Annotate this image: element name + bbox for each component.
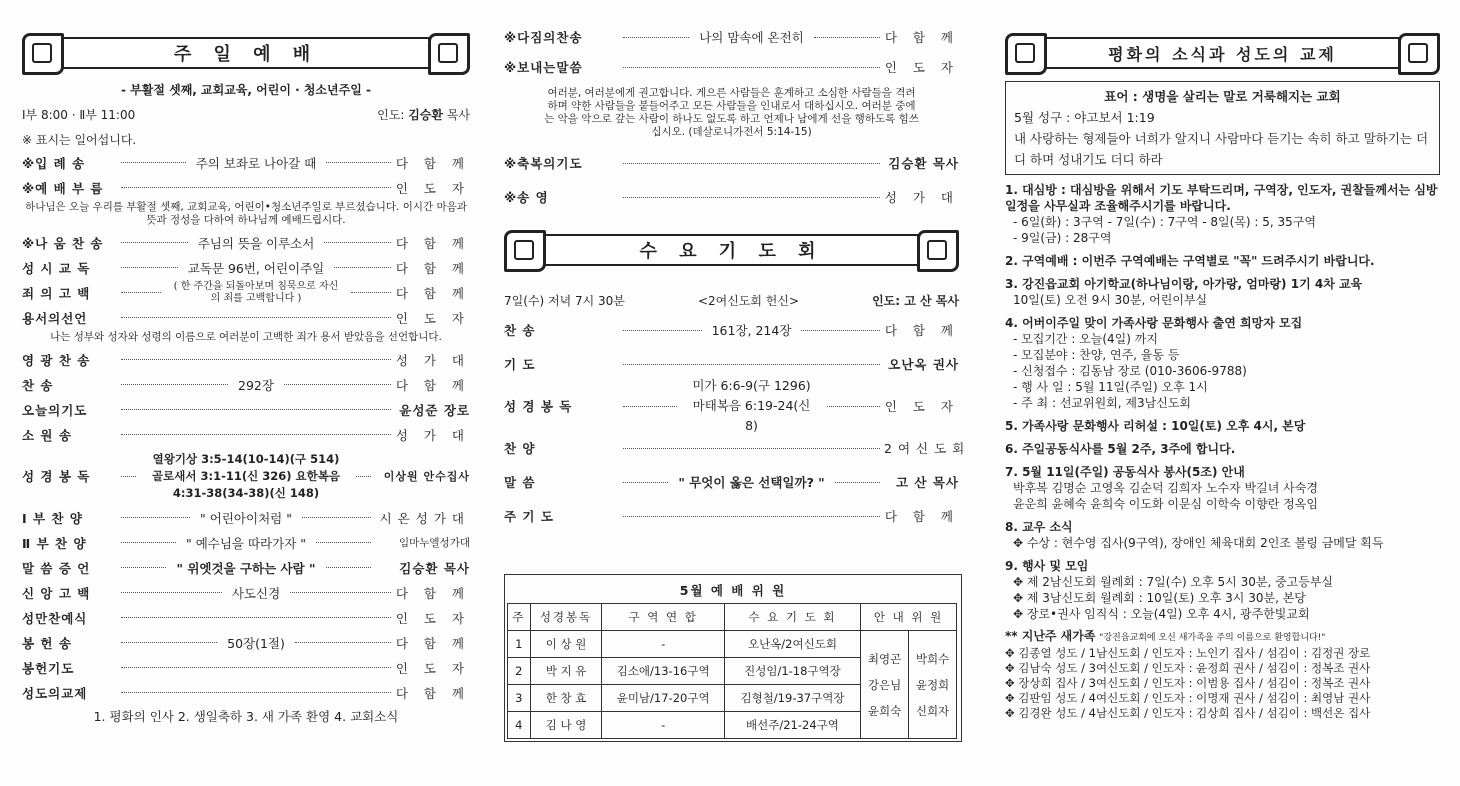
news-item [1005,418,1440,434]
news-item-line: ✥ 수상 : 현수영 집사(9구역), 장애인 체육대회 2인조 볼링 금메달 획득 [1013,536,1384,550]
duty-cell: 2 [508,658,531,685]
ushers-group-b [909,631,957,739]
leader-dots [290,592,391,593]
order-item [504,499,959,533]
leader-dots [121,384,228,385]
leader-dots [284,384,391,385]
usher-name: 윤정희 [915,677,950,692]
order-item-leader: 인 도 자 [884,399,959,414]
order-item-leader: 다 함 께 [884,30,959,45]
leader-dots [623,330,702,331]
order-item-label: ※송 영 [504,190,549,205]
order-item [22,280,470,305]
sunday-worship-title: 주 일 예 배 [62,37,430,69]
duty-roster [504,574,962,742]
newcomer-entry: ✥ 김경완 성도 / 4남신도회 / 인도자 : 김상희 집사 / 섬김이 : 백선온 집사 [1005,706,1371,720]
leader-dots [121,617,391,618]
order-item-leader: 성 가 대 [884,190,959,205]
wednesday-order [504,313,971,533]
news-item [1005,519,1440,551]
order-item [22,630,470,655]
call-note: 하나님은 오늘 우리를 부활절 셋째, 교회교육, 어린이•청소년주일로 부르셨습니다. 이시간 마음과 뜻과 정성을 다하여 하나님께 예배드립시다. [25,201,467,226]
order-item [22,422,470,447]
usher-name: 윤희숙 [867,703,902,718]
news-item-title: 8. 교우 소식 [1005,520,1073,534]
order-item-leader: 다 함 께 [395,155,471,171]
order-item-content: 미가 6:6-9(구 1296) 마태복음 6:19-24(신 8) [692,378,811,433]
newcomer-entry: ✥ 김판임 성도 / 4여신도회 / 인도자 : 이명재 권사 / 섬김이 : 최영남 권사 [1005,691,1371,705]
leader-dots [121,434,391,435]
motto-box [1005,81,1440,175]
news-list [1005,182,1440,622]
order-item-label: 찬 송 [504,323,536,338]
news-item-line: - 모집기간 : 오늘(4일) 까지 [1013,332,1158,346]
leader-dots [121,162,186,163]
order-item [504,52,959,82]
order-item-leader: 다 함 께 [884,509,959,524]
order-item-content: 주님의 뜻을 이루소서 [197,235,315,251]
leader-dots [801,330,880,331]
order-item [22,230,470,255]
usher-name: 박희수 [915,651,950,666]
order-item [504,146,959,180]
news-item [1005,182,1440,246]
leader-dots [835,482,880,483]
news-item-title: 7. 5월 11일(주일) 공동식사 봉사(5조) 안내 [1005,465,1245,479]
order-item [22,347,470,372]
news-item [1005,276,1440,308]
duty-header: 수 요 기 도 회 [724,604,860,631]
usher-name: 신희자 [915,703,950,718]
newcomers [1005,628,1440,721]
leader-dots [121,592,222,593]
order-item-leader: 다 함 께 [395,585,470,601]
order-item-label: 찬 양 [504,441,536,456]
news-item-title: 4. 어버이주일 맞이 가족사랑 문화행사 출연 희망자 모집 [1005,316,1303,330]
order-item-content: " 위엣것을 구하는 사람 " [176,560,316,576]
leader-dots [326,162,391,163]
duty-cell: 박 지 유 [530,658,602,685]
sunday-worship-column [22,0,470,725]
news-item-line: - 9일(금) : 28구역 [1013,231,1112,245]
leader-dots [623,482,668,483]
order-item-leader: 이상원 안수집사 [383,470,470,483]
order-item-content: " 예수님을 따라가자 " [185,535,307,551]
order-item-leader: 성 가 대 [395,427,470,443]
order-item-leader: 인 도 자 [395,310,470,326]
newcomer-list [1005,646,1440,721]
order-item-leader: 윤성준 장로 [399,402,470,418]
stand-note: ※ 표시는 일어섭니다. [22,133,137,147]
order-item-content: ( 한 주간을 되돌아보며 침묵으로 자신의 죄를 고백합니다 ) [173,280,339,304]
order-item-label: ※나 움 찬 송 [22,235,104,251]
duty-roster-title: 5월 예 배 위 원 [679,583,787,598]
leader-dots [295,642,391,643]
order-item-content: 사도신경 [231,585,281,601]
order-item-label: 찬 송 [22,377,54,393]
order-item-label: 봉헌기도 [22,660,75,676]
wednesday-leader: 인도: 고 산 목사 [872,294,959,308]
duty-header: 구 역 연 합 [602,604,724,631]
newcomer-entry: ✥ 김남숙 성도 / 3여신도회 / 인도자 : 윤정희 권사 / 섬김이 : 정복조 권사 [1005,661,1371,675]
motto-ref: 5월 성구 : 야고보서 1:19 [1014,110,1155,125]
order-item-leader: 고 산 목사 [896,475,960,490]
scroll-ornament-left-icon [504,230,546,272]
order-item-content: 주의 보좌로 나아갈 때 [195,155,317,171]
wednesday-title: 수 요 기 도 회 [544,234,919,266]
leader-dots [121,667,391,668]
worship-leader: 인도: 김승환 목사 [377,108,470,122]
order-item-leader: 다 함 께 [395,235,470,251]
news-item-line: ✥ 제 2남신도회 월례회 : 7일(수) 오후 5시 30분, 중고등부실 [1013,575,1334,589]
news-item-line: - 모집분야 : 찬양, 연주, 율동 등 [1013,348,1180,362]
leader-dots [623,516,880,517]
order-item-label: Ⅱ 부 찬 양 [22,535,87,551]
duty-header: 주 [508,604,531,631]
leader-dots [121,642,217,643]
order-item-label: ※축복의기도 [504,156,583,171]
order-item-content: 열왕기상 3:5-14(10-14)(구 514) 골로새서 3:1-11(신 326) 요한복음 4:31-38(34-38)(신 148) [152,451,340,500]
order-item-leader: 다 함 께 [395,285,470,301]
wednesday-time: 7일(수) 저녁 7시 30분 [504,294,625,308]
order-item-content: 나의 맘속에 온전히 [699,30,804,45]
duty-row [508,631,957,658]
leader-dots [623,67,880,68]
order-item [22,372,470,397]
news-item-title: 2. 구역예배 : 이번주 구역예배는 구역별로 "꼭" 드려주시기 바랍니다. [1005,254,1375,268]
duty-header: 성경봉독 [530,604,602,631]
order-item-leader: 오난옥 권사 [888,357,959,372]
news-item-line: - 6일(화) : 3구역 - 7일(수) : 7구역 - 8일(목) : 5, 35구역 [1013,215,1316,229]
service-times-line [22,106,470,123]
order-item-content: 161장, 214장 [711,323,792,338]
order-item [22,150,470,175]
duty-cell: 김 나 영 [530,712,602,739]
order-item [504,431,971,465]
duty-cell: 4 [508,712,531,739]
order-item-label: 성도의교제 [22,685,88,701]
order-of-worship [22,150,470,705]
news-item-line: 윤운희 윤혜숙 윤희숙 이도화 이문심 이학숙 이향란 정옥임 [1013,497,1318,511]
leader-dots [121,317,391,318]
leader-dots [623,364,880,365]
leader-dots [356,476,371,477]
order-item-leader: 다 함 께 [395,377,470,393]
usher-name: 강은님 [867,677,902,692]
order-item-label: 기 도 [504,357,536,372]
scroll-ornament-left-icon [22,33,64,75]
leader-dots [121,242,188,243]
leader-dots [121,517,190,518]
leader-dots [623,37,689,38]
order-item-label: ※보내는말씀 [504,60,583,75]
news-item-title: 3. 강진읍교회 아기학교(하나님이랑, 아가랑, 엄마랑) 1기 4차 교육 [1005,277,1363,291]
duty-cell: 1 [508,631,531,658]
order-item-leader: 김승환 목사 [888,156,959,171]
order-item [504,313,959,347]
closing-order [504,22,959,214]
order-item-leader: 다 함 께 [395,260,471,276]
order-item [504,180,959,214]
leader-dots [623,163,880,164]
leader-dots [324,242,391,243]
absolution-note: 나는 성부와 성자와 성령의 이름으로 여러분이 고백한 죄가 용서 받았음을 선언합니다. [50,331,442,343]
news-item [1005,558,1440,622]
order-item-content: 292장 [238,377,274,393]
news-item-line: ✥ 장로•권사 임직식 : 오늘(4일) 오후 4시, 광주한빛교회 [1013,607,1310,621]
worship-subtitle: - 부활절 셋째, 교회교육, 어린이 · 청소년주일 - [121,83,371,97]
order-item [504,22,959,52]
leader-dots [623,448,880,449]
leader-dots [121,476,136,477]
leader-dots [121,359,391,360]
ushers-group-a [861,631,909,739]
order-item-label: 용서의선언 [22,310,88,326]
leader-dots [302,517,371,518]
order-item-label: 성 시 교 독 [22,260,91,276]
leader-dots [121,692,391,693]
order-item-label: 오늘의기도 [22,402,88,418]
news-banner [1005,33,1440,71]
order-item [22,305,470,330]
sending-note: 여러분, 여러분에게 권고합니다. 게으른 사람들은 훈계하고 소심한 사람들을 격려하며 약한 사람들을 붙들어주고 모든 사람들을 인내로서 대하십시오. 여러분 중에는 악을 악으로 갚는 사람이 하나도 없도록 하고 언제나 남에게 선을 행하도록 힘쓰십시오. (데살로니가전서 5:14-15) [544,87,919,138]
order-item-label: 말 씀 [504,475,536,490]
duty-cell: - [602,712,724,739]
news-item-line: - 신청접수 : 김동남 장로 (010-3606-9788) [1013,364,1247,378]
wednesday-banner [504,230,959,268]
leader-dots [326,567,371,568]
order-item-content: 교독문 96번, 어린이주일 [187,260,325,276]
order-item [22,580,470,605]
order-item-label: 성 경 봉 독 [504,399,573,414]
leader-dots [121,542,176,543]
order-item-leader: 인 도 자 [395,660,470,676]
order-item-label: Ⅰ 부 찬 양 [22,510,83,526]
order-item-label: 소 원 송 [22,427,72,443]
order-item-leader: 2여신도회 [884,441,971,456]
news-item [1005,441,1440,457]
leader-dots [316,542,371,543]
leader-dots [121,292,161,293]
wednesday-host: <2여신도회 헌신> [697,294,800,308]
motto-text: 내 사랑하는 형제들아 너희가 알지니 사람마다 듣기는 속히 하고 말하기는 더디 하며 성내기도 더디 하라 [1014,131,1429,167]
order-item [22,655,470,680]
order-item-label: 말 씀 증 언 [22,560,91,576]
leader-dots [351,292,391,293]
leader-dots [623,406,677,407]
order-item-label: 신 앙 고 백 [22,585,91,601]
order-item-leader: 성 가 대 [395,352,470,368]
leader-dots [121,567,166,568]
order-item-leader: 임마누엘성가대 [398,537,470,549]
news-item-title: 1. 대심방 : 대심방을 위해서 기도 부탁드리며, 구역장, 인도자, 권찰들께서는 심방 일정을 사무실과 조율해주시기를 바랍니다. [1005,183,1438,213]
order-item [22,255,470,280]
leader-dots [121,267,178,268]
leader-dots [827,406,881,407]
order-item-label: 성 경 봉 독 [22,469,91,484]
duty-cell: 윤미남/17-20구역 [602,685,724,712]
scroll-ornament-left-icon [1005,33,1047,75]
middle-column [504,0,971,732]
order-item-label: ※다짐의찬송 [504,30,583,45]
order-item [22,175,470,200]
news-item [1005,315,1440,411]
order-item [22,605,470,630]
leader-dots [814,37,880,38]
sunday-worship-banner [22,33,470,71]
duty-cell: 3 [508,685,531,712]
order-item-label: 죄 의 고 백 [22,285,91,301]
news-item-line: ✥ 제 3남신도회 월례회 : 10일(토) 오후 3시 30분, 본당 [1013,591,1306,605]
duty-cell: 한 창 효 [530,685,602,712]
news-item [1005,464,1440,512]
order-item-label: 봉 헌 송 [22,635,72,651]
order-item-leader: 시온성가대 [379,510,470,526]
order-item-leader: 다 함 께 [395,685,470,701]
duty-cell: 이 상 원 [530,631,602,658]
order-item [22,505,470,530]
wednesday-info [504,292,959,309]
news-item [1005,253,1440,269]
order-item-content: 50장(1절) [227,635,285,651]
newcomer-note: "강진읍교회에 오신 새가족을 주의 이름으로 환영합니다!" [1099,633,1326,643]
duty-cell: 김형철/19-37구역장 [724,685,860,712]
duty-cell: - [602,631,724,658]
leader-dots [334,267,391,268]
order-item-label: 주 기 도 [504,509,554,524]
usher-name: 최영곤 [867,651,902,666]
order-item-leader: 다 함 께 [884,323,960,338]
order-item [504,465,959,499]
leader-dots [121,409,391,410]
order-item-leader: 인 도 자 [395,180,470,196]
order-item-leader: 인 도 자 [395,610,470,626]
service-times: Ⅰ부 8:00 · Ⅱ부 11:00 [22,108,136,122]
duty-cell: 배선주/21-24구역 [724,712,860,739]
news-title: 평화의 소식과 성도의 교제 [1045,37,1400,69]
order-item-content: " 어린아이처럼 " [200,510,292,526]
news-item-line: - 행 사 일 : 5월 11일(주일) 오후 1시 [1013,380,1208,394]
newcomer-title: ** 지난주 새가족 [1005,629,1096,643]
news-item-line: 박후복 김명순 고영옥 김순덕 김희자 노수자 박길녀 사숙경 [1013,481,1318,495]
scroll-ornament-right-icon [917,230,959,272]
duty-cell: 김소애/13-16구역 [602,658,724,685]
fellowship-footer: 1. 평화의 인사 2. 생일축하 3. 새 가족 환영 4. 교회소식 [93,709,399,724]
newcomer-entry: ✥ 장상희 집사 / 3여신도회 / 인도자 : 이범용 집사 / 섬김이 : 정복조 권사 [1005,676,1371,690]
news-item-title: 5. 가족사랑 문화행사 리허설 : 10일(토) 오후 4시, 본당 [1005,419,1306,433]
news-item-title: 6. 주일공동식사를 5월 2주, 3주에 합니다. [1005,442,1236,456]
scroll-ornament-right-icon [1398,33,1440,75]
order-item [22,447,470,505]
order-item [22,555,470,580]
order-item [22,530,470,555]
leader-dots [121,187,391,188]
news-column [1005,0,1440,721]
leader-dots [623,197,880,198]
order-item-leader: 다 함 께 [395,635,471,651]
order-item-label: 영 광 찬 송 [22,352,91,368]
order-item [504,378,959,433]
motto-title: 표어 : 생명을 살리는 말로 거룩해지는 교회 [1104,89,1341,104]
order-item [22,397,470,422]
news-item-line: 10일(토) 오전 9시 30분, 어린이부실 [1013,293,1208,307]
order-item [22,680,470,705]
order-item-label: ※입 례 송 [22,155,86,171]
order-item-label: ※예 배 부 름 [22,180,104,196]
news-item-line: - 주 최 : 선교위원회, 제3남신도회 [1013,396,1191,410]
order-item-label: 성만찬예식 [22,610,88,626]
scroll-ornament-right-icon [428,33,470,75]
order-item-leader: 김승환 목사 [399,560,471,576]
duty-cell: 진성임/1-18구역장 [724,658,860,685]
news-item-title: 9. 행사 및 모임 [1005,559,1089,573]
newcomer-entry: ✥ 김종열 성도 / 1남신도회 / 인도자 : 노인기 집사 / 섬김이 : 김정권 장로 [1005,646,1371,660]
order-item-leader: 인 도 자 [884,60,959,75]
duty-header: 안 내 위 원 [861,604,957,631]
order-item-content: " 무엇이 옳은 선택일까? " [678,475,825,490]
duty-cell: 오난옥/2여신도회 [724,631,860,658]
duty-table [507,603,957,739]
